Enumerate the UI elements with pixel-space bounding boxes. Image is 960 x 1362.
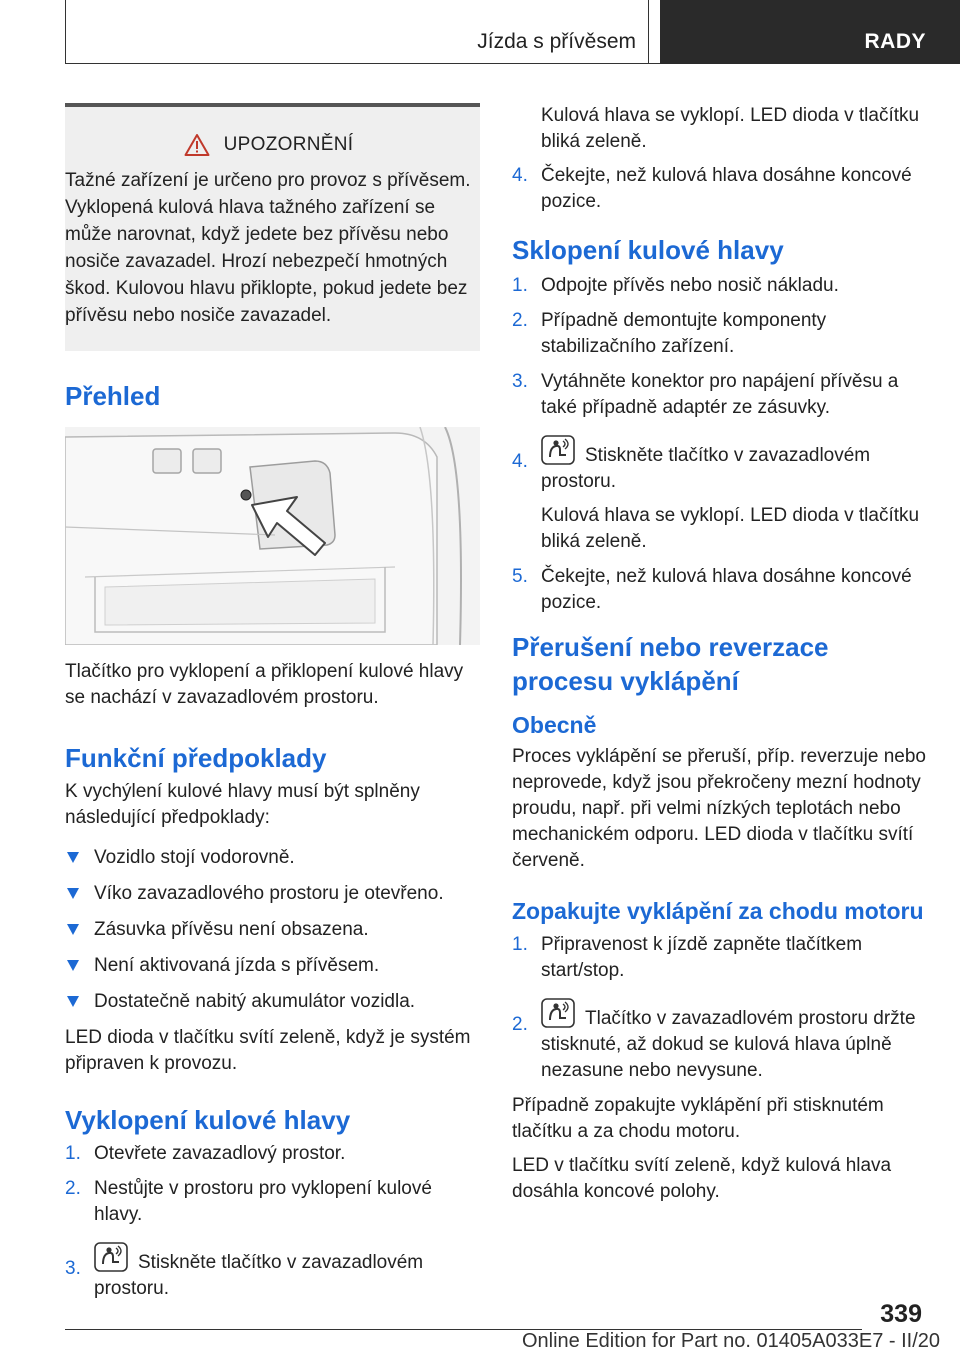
step-number: 4. — [512, 165, 528, 186]
bullet-triangle-icon — [67, 924, 79, 935]
step-number: 4. — [512, 451, 528, 472]
header-separator — [648, 0, 649, 64]
trunk-button-photo — [65, 427, 480, 645]
general-heading: Obecně — [512, 712, 597, 738]
unfold-continued: Kulová hlava se vyklopí. LED dioda v tlačítku bliká zeleně. — [541, 105, 920, 152]
repeat-steps — [512, 932, 927, 1084]
warning-box — [65, 103, 480, 351]
header-bottom-rule — [65, 63, 660, 64]
list-item — [65, 917, 480, 943]
step-text: Odpojte přívěs nebo nosič nákladu. — [541, 275, 839, 296]
step-text: Nestůjte v prostoru pro vyklopení kulové hlavy. — [94, 1178, 432, 1225]
towbar-button-icon — [541, 998, 575, 1028]
step-text: Tlačítko v zavazadlovém prostoru držte stisknuté, až dokud se kulová hlava úplně nezasune nebo nevysune. — [541, 1008, 916, 1081]
list-item-text: Zásuvka přívěsu není obsazena. — [94, 919, 369, 940]
fold-heading: Sklopení kulové hlavy — [512, 235, 784, 265]
step-number: 2. — [512, 1014, 528, 1035]
list-item — [65, 1242, 480, 1302]
list-item — [65, 1141, 480, 1167]
towbar-button-icon — [541, 435, 575, 465]
step-text: Případně demontujte komponenty stabilizačního zařízení. — [541, 310, 827, 357]
warning-triangle-icon — [184, 133, 210, 157]
list-item — [512, 564, 927, 616]
footer-edition: Online Edition for Part no. 01405A033E7 - II/20 — [521, 1330, 940, 1352]
step-number: 1. — [65, 1143, 81, 1164]
list-item-text: Dostatečně nabitý akumulátor vozidla. — [94, 991, 416, 1012]
page-number: 339 — [880, 1300, 922, 1328]
step-number: 1. — [512, 934, 528, 955]
list-item — [65, 953, 480, 979]
step-text: Čekejte, než kulová hlava dosáhne koncové pozice. — [541, 165, 912, 212]
list-item — [512, 369, 927, 421]
step-text: Připravenost k jízdě zapněte tlačítkem start/stop. — [541, 934, 863, 981]
step-number: 3. — [65, 1258, 81, 1279]
right-column — [512, 103, 927, 1217]
header-tab[interactable] — [660, 0, 960, 64]
list-item — [512, 273, 927, 299]
warning-title: UPOZORNĚNÍ — [223, 134, 354, 155]
bullet-triangle-icon — [67, 852, 79, 863]
list-item — [512, 998, 927, 1084]
step-text: Otevřete zavazadlový prostor. — [94, 1143, 346, 1164]
left-column — [65, 103, 480, 1311]
overview-heading: Přehled — [65, 381, 161, 411]
step-text: Stiskněte tlačítko v zavazadlovém prostoru. — [541, 445, 871, 492]
list-item — [512, 308, 927, 360]
general-text: Proces vyklápění se přeruší, příp. reverzuje nebo neprovede, když jsou překročeny mezní hodnoty proudu, např. při velmi nízkých teplotách nebo mechanickém odporu. LED dioda v tlačítku svítí červeně. — [512, 746, 926, 871]
bullet-triangle-icon — [67, 960, 79, 971]
list-item — [65, 989, 480, 1015]
unfold-heading: Vyklopení kulové hlavy — [65, 1105, 351, 1135]
list-item — [65, 845, 480, 871]
warning-text: Tažné zařízení je určeno pro provoz s přívěsem. Vyklopená kulová hlava tažného zařízení se může narovnat, když jedete bez přívěsu nebo nosiče zavazadel. Hrozí nebezpečí hmotných škod. Kulovou hlavu přiklopte, pokud jedete bez přívěsu nebo nosiče zavazadel. — [65, 170, 471, 326]
step-text: Stiskněte tlačítko v zavazadlovém prostoru. — [94, 1252, 424, 1299]
unfold-steps-continued — [512, 163, 927, 215]
trunk-illustration — [65, 427, 480, 645]
step-text: Vytáhněte konektor pro napájení přívěsu a také případně adaptér ze zásuvky. — [541, 371, 899, 418]
repeat-heading: Zopakujte vyklápění za chodu motoru — [512, 898, 924, 924]
prereq-heading: Funkční předpoklady — [65, 743, 327, 773]
prereq-outro: LED dioda v tlačítku svítí zeleně, když je systém připraven k provozu. — [65, 1027, 471, 1074]
overview-caption: Tlačítko pro vyklopení a přiklopení kulové hlavy se nachází v zavazadlovém prostoru. — [65, 661, 464, 708]
repeat-after-1: Případně zopakujte vyklápění při stisknutém tlačítku a za chodu motoru. — [512, 1095, 884, 1142]
step-number: 5. — [512, 566, 528, 587]
towbar-button-icon — [94, 1242, 128, 1272]
prereq-intro: K vychýlení kulové hlavy musí být splněny následující předpoklady: — [65, 781, 420, 828]
header-left-rule — [65, 0, 66, 64]
list-item — [512, 435, 927, 555]
step-subtext: Kulová hlava se vyklopí. LED dioda v tlačítku bliká zeleně. — [541, 505, 920, 552]
warning-title-row — [65, 133, 472, 157]
list-item — [512, 163, 927, 215]
list-item-text: Vozidlo stojí vodorovně. — [94, 847, 295, 868]
list-item — [512, 932, 927, 984]
step-number: 3. — [512, 371, 528, 392]
unfold-steps — [65, 1141, 480, 1302]
repeat-after-2: LED v tlačítku svítí zeleně, když kulová hlava dosáhla koncové polohy. — [512, 1155, 892, 1202]
step-number: 2. — [512, 310, 528, 331]
prereq-list — [65, 845, 480, 1015]
bullet-triangle-icon — [67, 888, 79, 899]
list-item-text: Víko zavazadlového prostoru je otevřeno. — [94, 883, 444, 904]
step-text: Čekejte, než kulová hlava dosáhne koncové pozice. — [541, 566, 912, 613]
header-tab-label: RADY — [864, 30, 926, 53]
header-section-title: Jízda s přívěsem — [477, 30, 636, 53]
bullet-triangle-icon — [67, 996, 79, 1007]
list-item — [65, 881, 480, 907]
list-item-text: Není aktivovaná jízda s přívěsem. — [94, 955, 380, 976]
step-number: 1. — [512, 275, 528, 296]
interrupt-heading: Přerušení nebo reverzace procesu vyklápění — [512, 632, 829, 696]
step-number: 2. — [65, 1178, 81, 1199]
fold-steps — [512, 273, 927, 616]
list-item — [65, 1176, 480, 1228]
